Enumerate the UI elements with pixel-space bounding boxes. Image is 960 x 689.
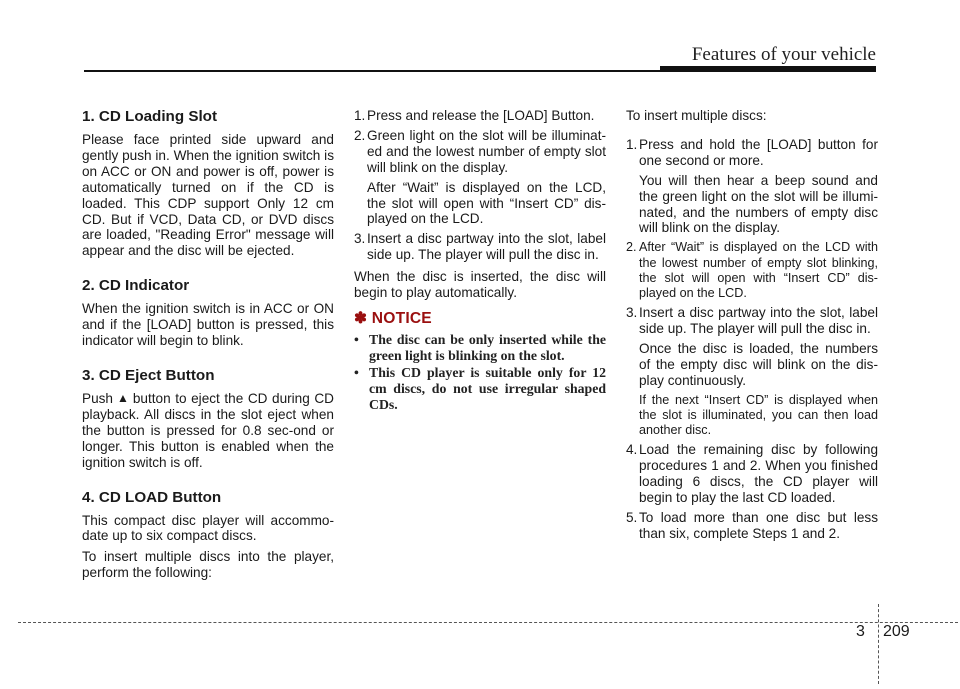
multi-disc-intro: To insert multiple discs: (626, 108, 767, 123)
load-steps-list (354, 108, 606, 263)
step-subtext: After “Wait” is displayed on the LCD, the slot will open with “Insert CD” dis-played on the LCD. (367, 179, 606, 227)
step-text: Press and release the [LOAD] Button. (367, 108, 595, 123)
step-text: To load more than one disc but less than six, complete Steps 1 and 2. (639, 509, 878, 541)
list-item (626, 510, 878, 542)
step-text: Press and hold the [LOAD] button for one second or more. (639, 136, 878, 168)
bullet-icon: • (354, 364, 359, 380)
bullet-icon: • (354, 331, 359, 347)
column-1 (82, 108, 334, 586)
multi-disc-steps-list (626, 137, 878, 542)
page-number: 209 (883, 623, 910, 640)
step-text: Load the remaining disc by following procedures 1 and 2. When you finished loading 6 discs, the CD player will begin to play the last CD loaded. (639, 442, 878, 506)
step-text: After “Wait” is displayed on the LCD with the lowest number of empty slot blinking, the slot will open with “Insert CD” dis-played on the LCD. (639, 240, 878, 300)
section-text-cd-load-2: To insert multiple discs into the player, perform the following: (82, 549, 334, 581)
step-subtext: You will then hear a beep sound and the green light on the slot will be illumi-nated, and the numbers of empty disc will blink on the display. (639, 172, 878, 236)
notice-item-text: The disc can be only inserted while the green light is blinking on the slot. (369, 331, 606, 363)
section-title-cd-loading-slot: 1. CD Loading Slot (82, 108, 217, 125)
list-item (354, 128, 606, 227)
notice-list (354, 332, 606, 413)
page-header-title: Features of your vehicle (691, 44, 876, 65)
after-insert-text: When the disc is inserted, the disc will begin to play automatically. (354, 269, 606, 301)
list-item (626, 305, 878, 438)
section-title-cd-eject-button: 3. CD Eject Button (82, 366, 215, 384)
step-number: 1. (626, 136, 638, 152)
notice-item-text: This CD player is suitable only for 12 cm discs, do not use irregular shaped CDs. (369, 364, 606, 412)
list-item (354, 231, 606, 263)
step-number: 3. (626, 305, 638, 321)
section-title-cd-indicator: 2. CD Indicator (82, 277, 190, 295)
section-text-cd-indicator: When the ignition switch is in ACC or ON and if the [LOAD] button is pressed, this indicator will begin to blink. (82, 301, 334, 349)
step-text: Green light on the slot will be illuminat-ed and the lowest number of empty slot will blink on the display. (367, 127, 606, 175)
footer-vertical-divider (878, 604, 879, 684)
section-title-cd-load-button: 4. CD LOAD Button (82, 488, 222, 506)
list-item (626, 442, 878, 506)
list-item (354, 365, 606, 413)
step-text: Insert a disc partway into the slot, label side up. The player will pull the disc in. (367, 231, 606, 263)
step-subtext: Once the disc is loaded, the numbers of the empty disc will blink on the dis-play continuously. (639, 340, 878, 388)
list-item (626, 137, 878, 236)
eject-icon: ▲ (116, 390, 129, 405)
step-number: 1. (354, 108, 366, 123)
step-subtext: If the next “Insert CD” is displayed when the slot is illuminated, you can then load another disc. (639, 392, 878, 438)
header-bar (660, 66, 876, 72)
section-text-cd-load-1: This compact disc player will accommo-date up to six compact discs. (82, 512, 334, 544)
list-item (354, 332, 606, 364)
notice-title: ✽ NOTICE (354, 309, 432, 327)
step-number: 3. (354, 231, 366, 247)
section-text-cd-loading-slot: Please face printed side upward and gently push in. When the ignition switch is on ACC or ON and power is off, power is automatically turned on if the CD is loaded. This CDP support Only 12 cm CD. But if VCD, Data CD, or DVD discs are loaded, "Reading Error" message will appear and the disc will be ejected. (82, 132, 334, 259)
step-number: 4. (626, 442, 638, 458)
step-number: 2. (626, 240, 637, 255)
list-item (626, 240, 878, 301)
step-number: 2. (354, 127, 366, 143)
eject-text-a: Push (82, 390, 113, 406)
eject-text-b: button to eject the CD during CD playback. All discs in the slot eject when the button is pressed for 0.8 sec-ond or longer. This button is enabled when the ignition switch is off. (82, 390, 334, 470)
step-number: 5. (626, 509, 638, 525)
list-item (354, 108, 606, 124)
footer-divider (18, 622, 958, 623)
column-3 (626, 108, 878, 546)
section-text-cd-eject-button (82, 391, 334, 471)
column-2 (354, 108, 606, 413)
chapter-number: 3 (856, 623, 865, 640)
step-text: Insert a disc partway into the slot, label side up. The player will pull the disc in. (639, 305, 878, 337)
